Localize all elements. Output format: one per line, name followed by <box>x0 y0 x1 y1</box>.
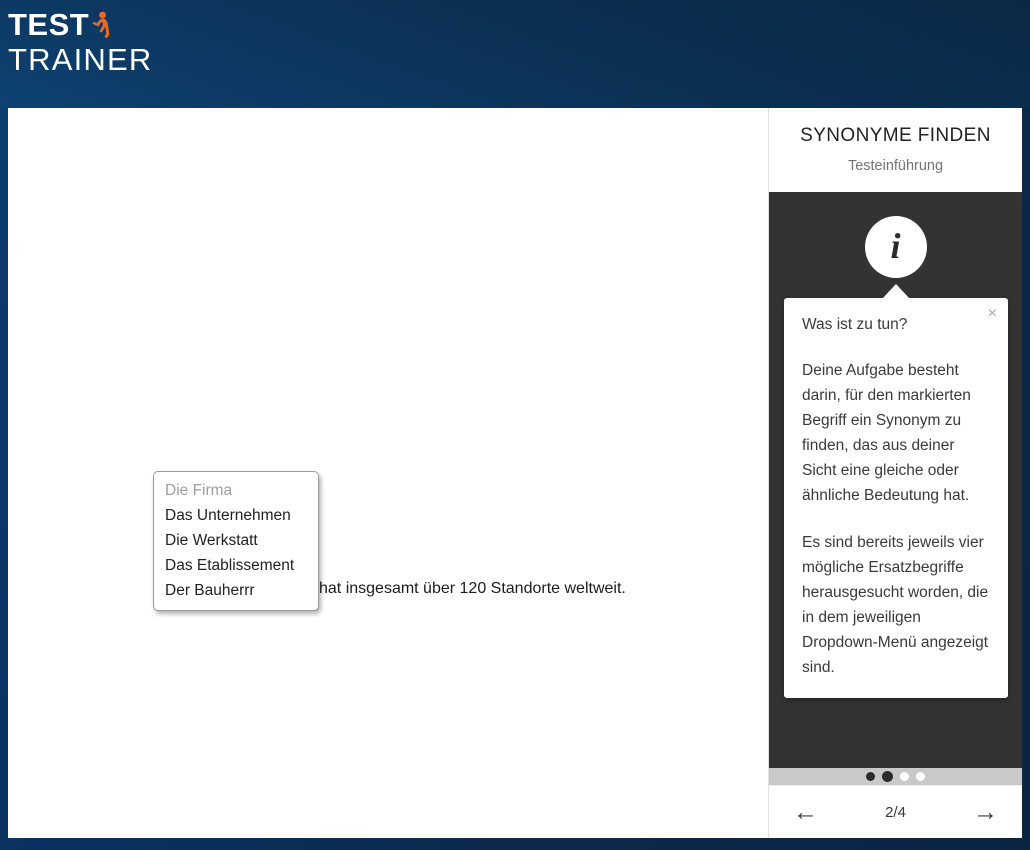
main-panel <box>8 108 1022 838</box>
dropdown-option[interactable]: Die Werkstatt <box>165 532 258 549</box>
dropdown-option-selected[interactable]: Die Firma <box>165 482 233 499</box>
info-icon[interactable] <box>865 216 927 278</box>
dropdown-option[interactable]: Das Unternehmen <box>165 507 291 524</box>
app-logo <box>8 8 152 75</box>
app-header <box>0 0 1030 108</box>
dropdown-option[interactable]: Der Bauherrr <box>165 582 255 599</box>
tooltip-title: Was ist zu tun? <box>802 316 908 333</box>
synonym-dropdown-menu[interactable] <box>153 471 319 611</box>
info-glyph: i <box>890 226 901 266</box>
logo-text-test: TEST <box>8 7 90 42</box>
sidebar-footer <box>769 785 1022 838</box>
page-indicator: 2/4 <box>885 803 906 821</box>
page-title: SYNONYME FINDEN <box>800 125 991 146</box>
tooltip-paragraph: Es sind bereits jeweils vier mögliche Ersatzbegriffe herausgesucht worden, die in dem jeweiligen Dropdown-Menü angezeigt sind. <box>802 534 989 676</box>
sidebar-dark-section <box>769 192 1022 768</box>
page-subtitle: Testeinführung <box>847 158 944 174</box>
pagination-dot[interactable] <box>866 772 875 781</box>
logo-line-one <box>8 8 152 41</box>
runner-figure-icon <box>90 9 112 39</box>
pagination-dots <box>769 768 1022 785</box>
tooltip-pointer <box>882 284 910 299</box>
pagination-dot[interactable] <box>916 772 925 781</box>
sidebar-header <box>769 108 1022 192</box>
pagination-dot-active[interactable] <box>882 771 893 782</box>
exercise-content-area <box>8 108 768 838</box>
dropdown-option[interactable]: Das Etablissement <box>165 557 295 574</box>
instruction-tooltip <box>784 298 1008 698</box>
instructions-sidebar <box>768 108 1022 838</box>
logo-text-trainer: TRAINER <box>8 42 153 77</box>
sentence-text: hat insgesamt über 120 Standorte weltweit. <box>319 580 626 597</box>
pagination-dot[interactable] <box>900 772 909 781</box>
close-icon[interactable]: × <box>987 305 997 322</box>
tooltip-paragraph: Deine Aufgabe besteht darin, für den markierten Begriff ein Synonym zu finden, das aus deiner Sicht eine gleiche oder ähnliche Bedeutung hat. <box>802 362 971 504</box>
next-arrow-icon[interactable]: → <box>972 797 998 826</box>
prev-arrow-icon[interactable]: ← <box>793 797 818 826</box>
